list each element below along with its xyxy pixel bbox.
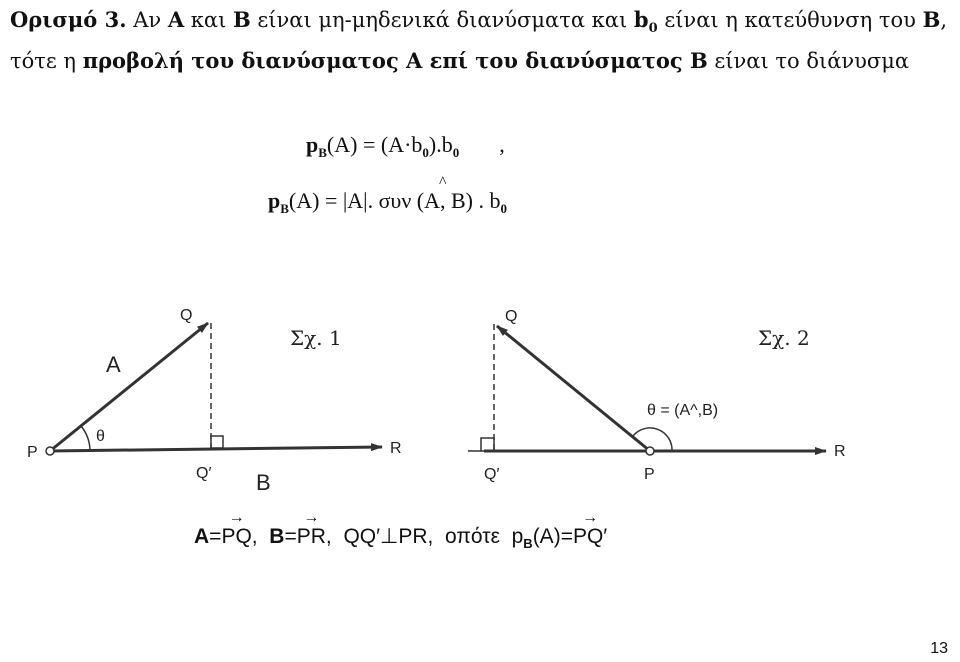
definition-paragraph: Ορισμό 3. Αν A και B είναι μη-μηδενικά διανύσματα και $b_0$ είναι η κατεύθυνση του B, τότε η προβολή του διανύσματος A επί του διανύσματος B είναι το διάνυσμα	[10, 7, 948, 73]
label-B-fig1: B	[256, 470, 271, 495]
figure-1-label: Σχ. 1	[290, 326, 342, 350]
angle-hat: ^ ,	[440, 188, 446, 214]
definition-heading: Ορισμό 3.	[10, 7, 127, 32]
label-Q-fig1: Q	[180, 307, 193, 324]
label-Qp-fig1: Q′	[196, 465, 212, 482]
page-number: 13	[930, 640, 948, 657]
vector-A-fig2	[497, 326, 650, 451]
vector-A-fig1	[50, 323, 208, 451]
label-P-fig2: P	[644, 466, 655, 483]
label-theta-fig1: θ	[96, 428, 105, 445]
label-P-fig1: P	[27, 444, 38, 461]
label-R-fig1: R	[390, 440, 402, 457]
right-angle-mark-fig1	[211, 436, 223, 448]
label-R-fig2: R	[834, 443, 846, 460]
perpendicular-relation: QQ′⊥PR	[343, 525, 428, 548]
projection-formula-1: $p_B(A) = (A\cdot b_0).b_0$ ,	[306, 132, 505, 160]
vector-PR: → PR	[297, 525, 326, 549]
vector-PQprime: → PQ′	[573, 525, 607, 549]
figure-caption: A=→ PQ, B=→ PR, QQ′⊥PR, οπότε $p_B(A)=\to PQ'$	[194, 524, 607, 551]
label-Qp-fig2: Q′	[484, 466, 500, 483]
label-A-fig1: A	[106, 352, 121, 377]
theta-arc-fig1	[81, 426, 90, 451]
projection-formula-2: $p_B(A) = |A|$. συν (A^ , B) . $b_0$	[268, 188, 507, 217]
figure-2-label: Σχ. 2	[758, 326, 810, 350]
point-P-fig1	[46, 447, 54, 455]
theta-definition-fig2: θ = (A^,B)	[647, 402, 719, 419]
point-P-fig2	[646, 447, 654, 455]
vector-PQ: → PQ	[221, 525, 251, 549]
label-Q-fig2: Q	[505, 308, 518, 325]
projection-term: προβολή του διανύσματος A επί του διανύσματος B	[82, 48, 708, 73]
right-angle-mark-fig2	[481, 438, 494, 451]
